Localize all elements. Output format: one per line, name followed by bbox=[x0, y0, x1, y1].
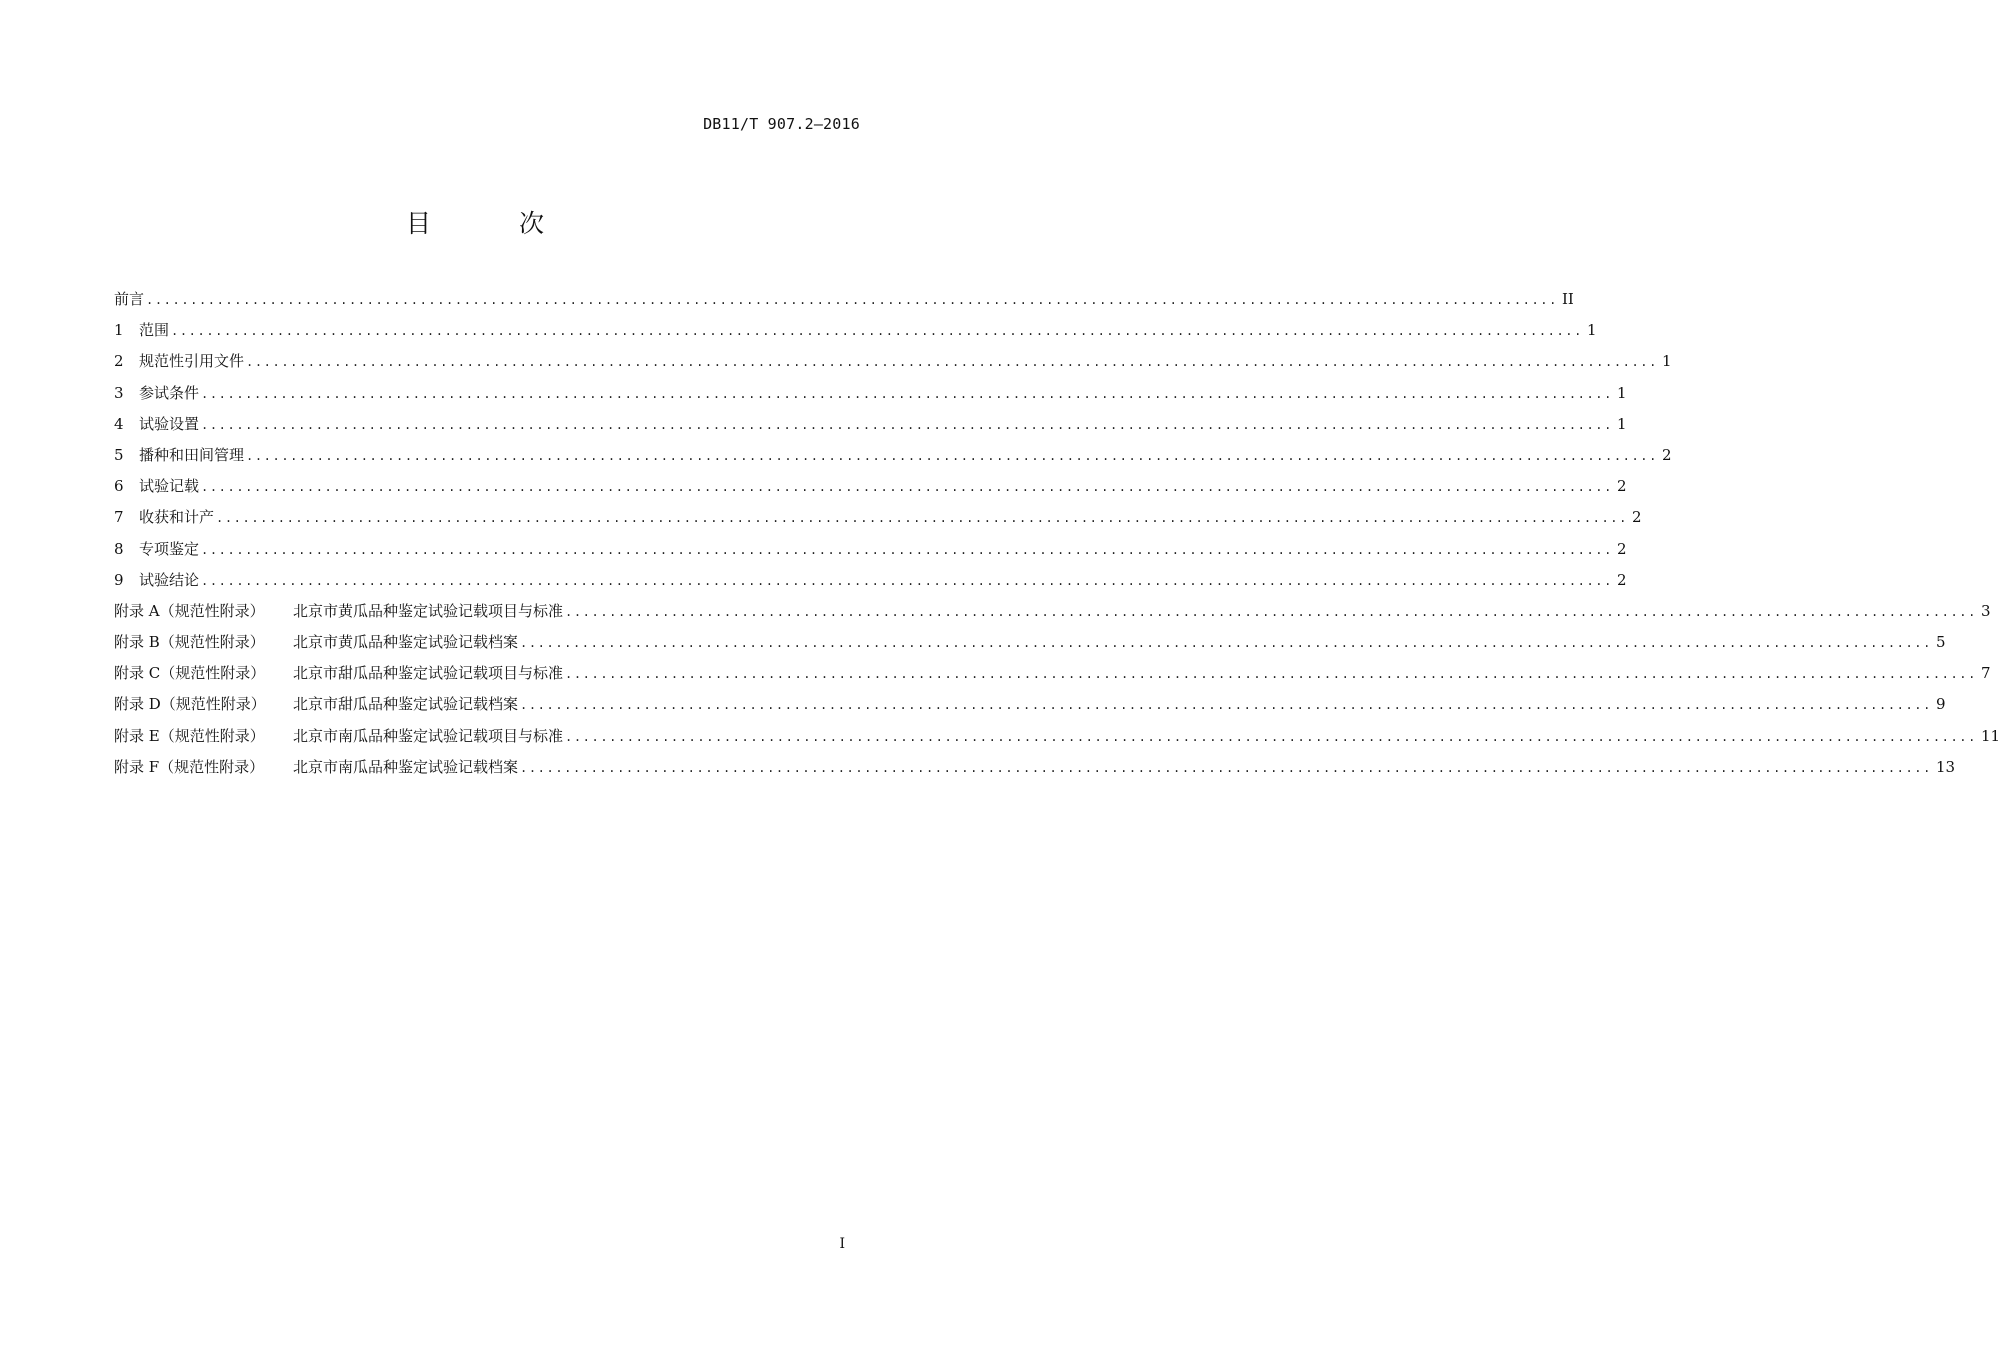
toc-annex-f[interactable] bbox=[114, 752, 1956, 783]
page-title: 目 次 bbox=[406, 209, 584, 238]
toc-entry-page: 1 bbox=[1661, 352, 1672, 371]
dot-leader: ................................................................................................................................................................ bbox=[520, 636, 1932, 651]
toc-entry-label: 播种和田间管理 bbox=[139, 445, 245, 464]
toc-entry-page: 9 bbox=[1935, 695, 1946, 714]
toc-entry-number: 9 bbox=[114, 570, 124, 589]
annex-title: 北京市黄瓜品种鉴定试验记载项目与标准 bbox=[293, 601, 564, 620]
dot-leader: ................................................................................................................................................................ bbox=[520, 760, 1932, 775]
toc-annex-d[interactable] bbox=[114, 689, 1946, 720]
table-of-contents bbox=[114, 284, 2000, 783]
toc-entry-page: 2 bbox=[1616, 570, 1627, 589]
dot-leader: ................................................................................................................................................................ bbox=[520, 698, 1932, 713]
toc-entry-label: 前言 bbox=[114, 290, 145, 308]
toc-entry-page: 7 bbox=[1980, 664, 1991, 683]
toc-entry-label: 范围 bbox=[139, 321, 170, 340]
page-number: I bbox=[839, 1236, 845, 1252]
toc-entry-page: 5 bbox=[1935, 633, 1946, 652]
toc-entry-2[interactable] bbox=[114, 346, 1672, 377]
toc-entry-label: 试验结论 bbox=[139, 570, 200, 589]
toc-entry-6[interactable] bbox=[114, 471, 1627, 502]
annex-title: 北京市甜瓜品种鉴定试验记载档案 bbox=[293, 695, 519, 714]
dot-leader: ................................................................................................................................................................ bbox=[201, 480, 1613, 495]
dot-leader: ................................................................................................................................................................ bbox=[201, 573, 1613, 588]
dot-leader: ................................................................................................................................................................ bbox=[565, 667, 1977, 682]
toc-entry-label: 试验设置 bbox=[139, 414, 200, 433]
toc-entry-7[interactable] bbox=[114, 502, 1642, 533]
toc-entry-page: 2 bbox=[1616, 539, 1627, 558]
toc-entry-page: 2 bbox=[1631, 508, 1642, 527]
annex-title: 北京市甜瓜品种鉴定试验记载项目与标准 bbox=[293, 664, 564, 683]
annex-label: 附录 E（规范性附录） bbox=[114, 726, 265, 745]
toc-entry-number: 2 bbox=[114, 352, 124, 371]
toc-annex-e[interactable] bbox=[114, 721, 2000, 752]
toc-entry-page: II bbox=[1561, 290, 1574, 308]
toc-entry-number: 7 bbox=[114, 508, 124, 527]
toc-annex-b[interactable] bbox=[114, 627, 1946, 658]
toc-entry-4[interactable] bbox=[114, 409, 1627, 440]
dot-leader: ................................................................................................................................................................ bbox=[146, 293, 1558, 307]
dot-leader: ................................................................................................................................................................ bbox=[565, 729, 1977, 744]
toc-entry-label: 规范性引用文件 bbox=[139, 352, 245, 371]
annex-label: 附录 D（规范性附录） bbox=[114, 695, 266, 714]
annex-label: 附录 B（规范性附录） bbox=[114, 633, 265, 652]
annex-label: 附录 A（规范性附录） bbox=[114, 601, 265, 620]
toc-entry-5[interactable] bbox=[114, 440, 1672, 471]
toc-entry-number: 5 bbox=[114, 445, 124, 464]
dot-leader: ................................................................................................................................................................ bbox=[565, 604, 1977, 619]
toc-entry-page: 2 bbox=[1616, 477, 1627, 496]
toc-entry-label: 参试条件 bbox=[139, 383, 200, 402]
dot-leader: ................................................................................................................................................................ bbox=[201, 542, 1613, 557]
dot-leader: ................................................................................................................................................................ bbox=[246, 448, 1658, 463]
toc-entry-page: 13 bbox=[1935, 757, 1956, 776]
document-id: DB11/T 907.2—2016 bbox=[703, 115, 860, 133]
annex-title: 北京市南瓜品种鉴定试验记载项目与标准 bbox=[293, 726, 564, 745]
annex-label: 附录 F（规范性附录） bbox=[114, 757, 265, 776]
toc-entry-page: 1 bbox=[1616, 383, 1627, 402]
toc-entry-number: 6 bbox=[114, 477, 124, 496]
toc-entry-number: 8 bbox=[114, 539, 124, 558]
toc-entry-number: 3 bbox=[114, 383, 124, 402]
toc-entry-page: 2 bbox=[1661, 445, 1672, 464]
toc-entry-label: 收获和计产 bbox=[139, 508, 215, 527]
toc-entry-page: 11 bbox=[1980, 726, 2000, 745]
toc-entry-number: 4 bbox=[114, 414, 124, 433]
toc-entry-page: 1 bbox=[1616, 414, 1627, 433]
dot-leader: ................................................................................................................................................................ bbox=[201, 417, 1613, 432]
toc-entry-9[interactable] bbox=[114, 565, 1627, 596]
toc-entry-page: 3 bbox=[1980, 601, 1991, 620]
dot-leader: ................................................................................................................................................................ bbox=[201, 386, 1613, 401]
annex-title: 北京市南瓜品种鉴定试验记载档案 bbox=[293, 757, 519, 776]
toc-annex-a[interactable] bbox=[114, 596, 1991, 627]
toc-entry-label: 专项鉴定 bbox=[139, 539, 200, 558]
toc-entry-foreword[interactable] bbox=[114, 284, 1574, 315]
dot-leader: ................................................................................................................................................................ bbox=[216, 511, 1628, 526]
toc-entry-page: 1 bbox=[1586, 321, 1597, 340]
toc-entry-3[interactable] bbox=[114, 378, 1627, 409]
toc-entry-number: 1 bbox=[114, 321, 124, 340]
toc-entry-1[interactable] bbox=[114, 315, 1597, 346]
dot-leader: ................................................................................................................................................................ bbox=[246, 355, 1658, 370]
annex-label: 附录 C（规范性附录） bbox=[114, 664, 266, 683]
toc-entry-label: 试验记载 bbox=[139, 477, 200, 496]
dot-leader: ................................................................................................................................................................ bbox=[171, 324, 1583, 339]
annex-title: 北京市黄瓜品种鉴定试验记载档案 bbox=[293, 633, 519, 652]
toc-entry-8[interactable] bbox=[114, 534, 1627, 565]
toc-annex-c[interactable] bbox=[114, 658, 1991, 689]
